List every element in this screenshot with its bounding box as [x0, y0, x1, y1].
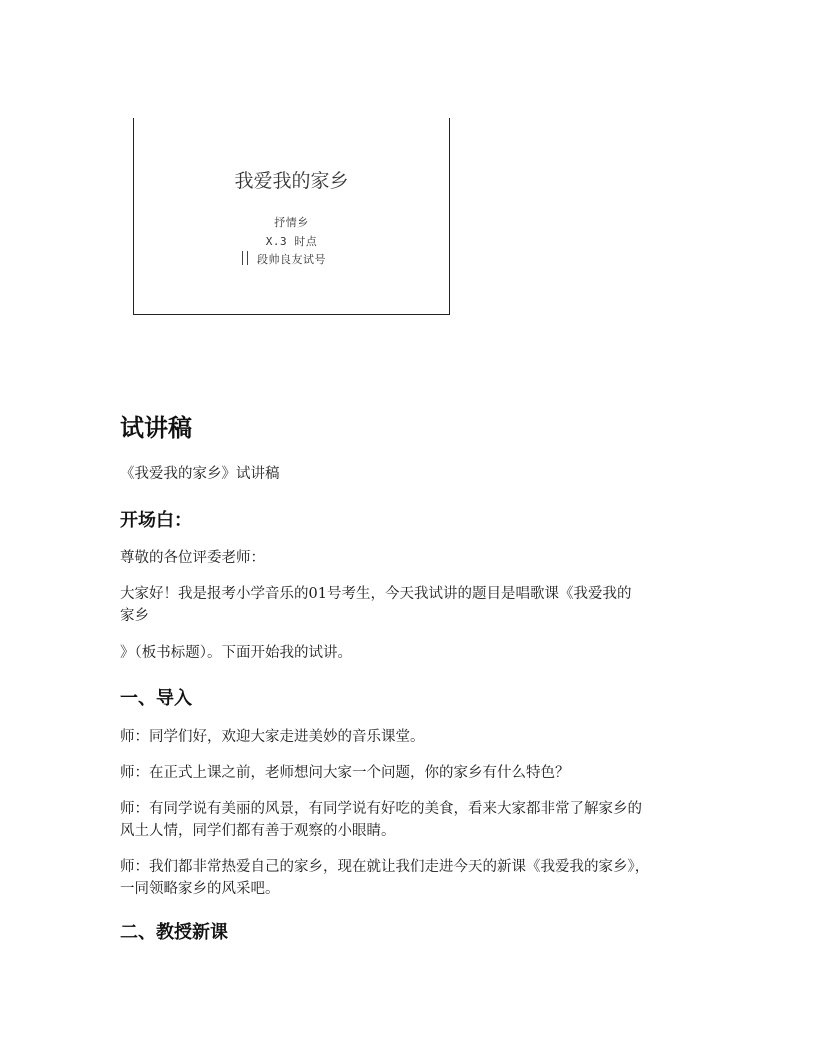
slide-line: 段帅良友试号 [257, 253, 326, 266]
slide-line: X.3 时点 [265, 235, 318, 248]
paragraph: 尊敬的各位评委老师： [120, 550, 265, 566]
document-subtitle: 《我爱我的家乡》试讲稿 [120, 466, 280, 482]
slide-line: 抒情乡 [274, 216, 309, 229]
section-heading-intro: 一、导入 [120, 688, 192, 709]
paragraph: 师：同学们好，欢迎大家走进美妙的音乐课堂。 [120, 729, 425, 745]
paragraph: 风土人情，同学们都有善于观察的小眼睛。 [120, 823, 396, 839]
paragraph: 师：在正式上课之前，老师想问大家一个问题，你的家乡有什么特色？ [120, 765, 570, 781]
paragraph: 师：有同学说有美丽的风景，有同学说有好吃的美食，看来大家都非常了解家乡的 [120, 801, 642, 817]
paragraph: 大家好！我是报考小学音乐的01号考生，今天我试讲的题目是唱歌课《我爱我的 [120, 586, 632, 602]
section-heading-new-lesson: 二、教授新课 [120, 922, 228, 943]
slide-thumbnail [133, 118, 450, 315]
paragraph: 家乡 [120, 608, 149, 624]
section-heading-opening: 开场白： [120, 510, 192, 531]
paragraph: 一同领略家乡的风采吧。 [120, 881, 280, 897]
slide-title: 我爱我的家乡 [234, 170, 349, 192]
document-heading: 试讲稿 [120, 414, 192, 442]
paragraph: 师：我们都非常热爱自己的家乡，现在就让我们走进今天的新课《我爱我的家乡》， [120, 859, 650, 875]
paragraph: 》（板书标题）。下面开始我的试讲。 [120, 645, 352, 661]
